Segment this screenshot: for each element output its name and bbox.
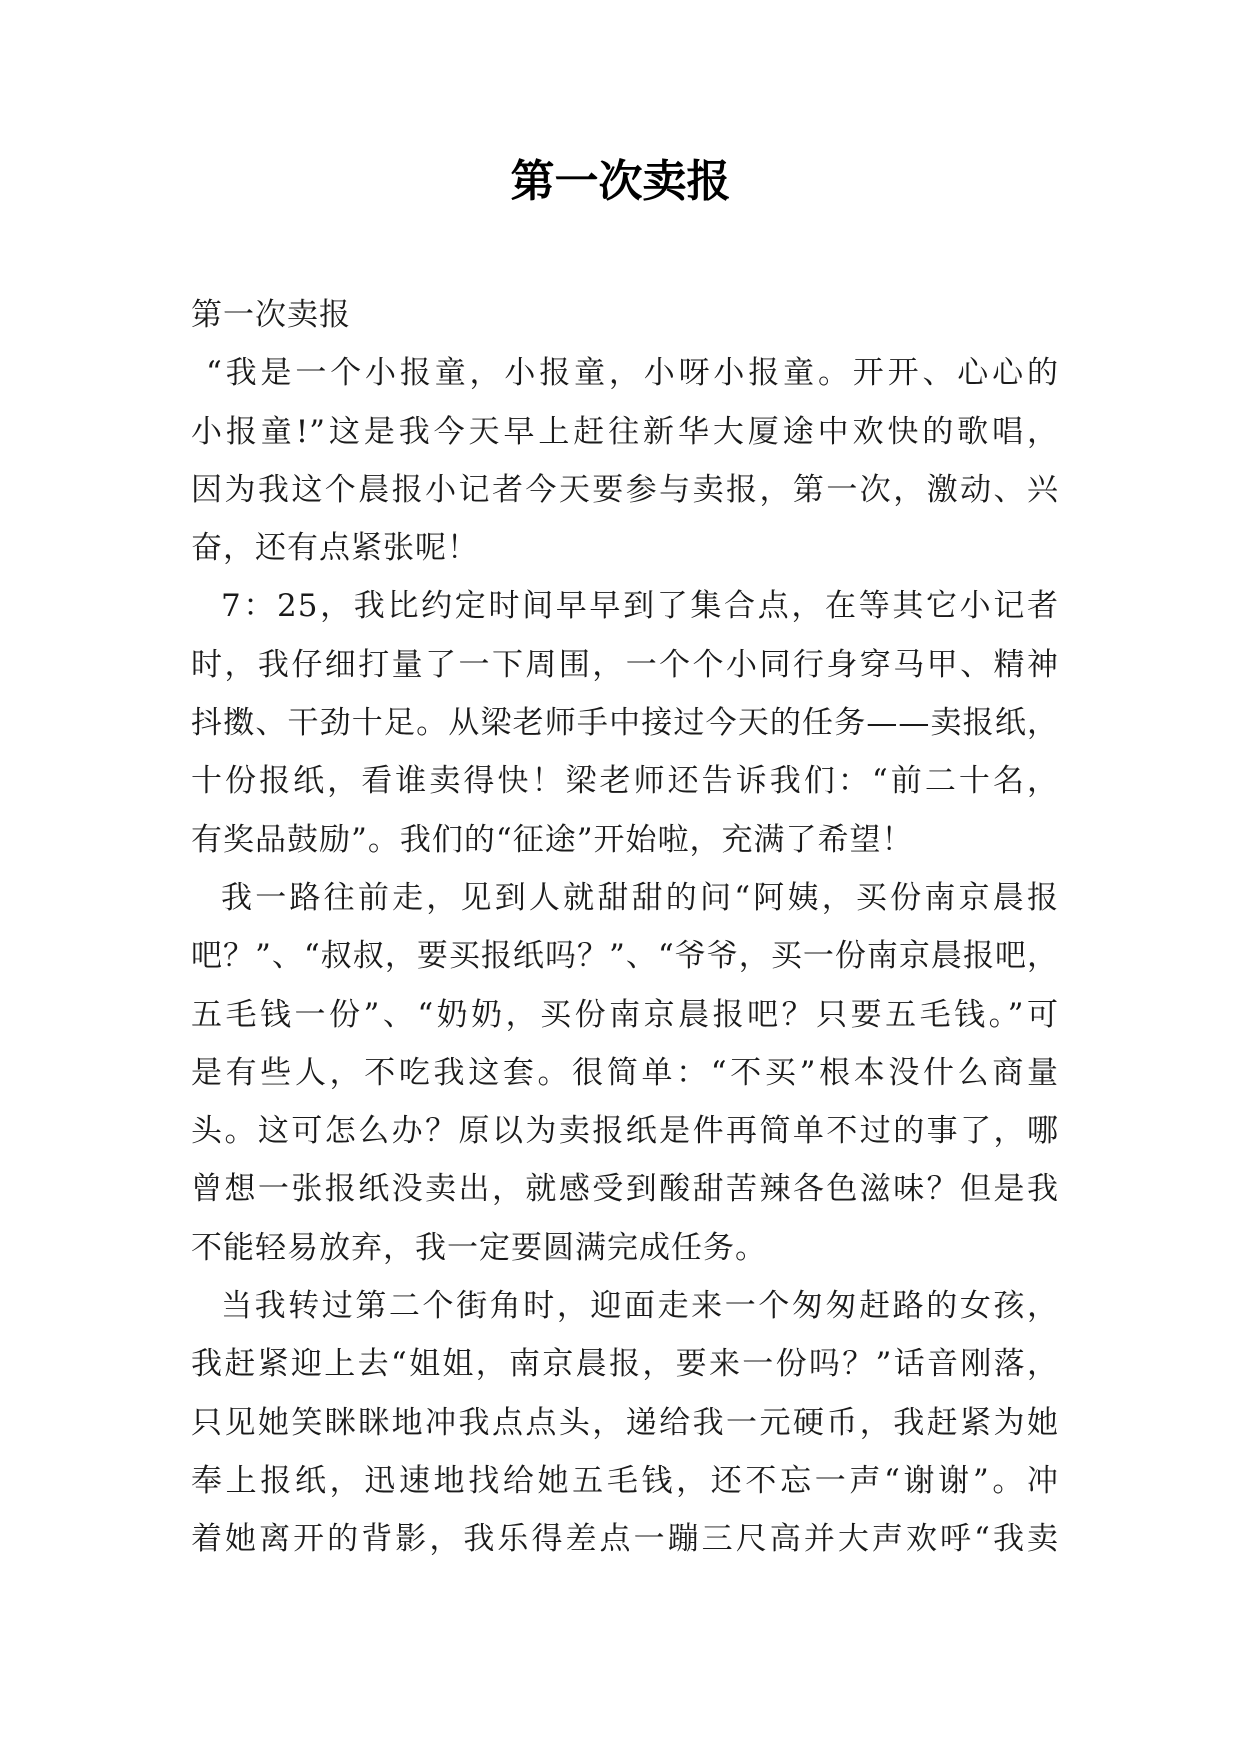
text-line: 着她离开的背影，我乐得差点一蹦三尺高并大声欢呼“我卖: [191, 1521, 1059, 1558]
text-line: 因为我这个晨报小记者今天要参与卖报，第一次，激动、兴: [191, 471, 1059, 508]
text-line: 是有些人，不吃我这套。很简单：“不买”根本没什么商量: [191, 1054, 1059, 1091]
text-line: 当我转过第二个街角时，迎面走来一个匆匆赶路的女孩，: [221, 1288, 1059, 1325]
text-line: 奋，还有点紧张呢！: [191, 530, 479, 567]
document-title: 第一次卖报: [510, 156, 731, 207]
subtitle-line: 第一次卖报: [191, 297, 351, 333]
text-line: 五毛钱一份”、“奶奶，买份南京晨报吧？只要五毛钱。”可: [191, 996, 1059, 1033]
text-line: 时，我仔细打量了一下周围，一个个小同行身穿马甲、精神: [191, 646, 1059, 683]
text-line: 奉上报纸，迅速地找给她五毛钱，还不忘一声“谢谢”。冲: [191, 1462, 1059, 1499]
text-line: 有奖品鼓励”。我们的“征途”开始啦，充满了希望！: [191, 821, 914, 858]
text-line: 吧？”、“叔叔，要买报纸吗？”、“爷爷，买一份南京晨报吧，: [191, 938, 1059, 975]
text-line: 十份报纸，看谁卖得快！梁老师还告诉我们：“前二十名，: [191, 763, 1059, 800]
text-line: 不能轻易放弃，我一定要圆满完成任务。: [191, 1229, 767, 1266]
document-body: [191, 286, 1059, 1569]
text-line: 头。这可怎么办？原以为卖报纸是件再简单不过的事了，哪: [191, 1113, 1059, 1150]
text-line: “我是一个小报童，小报童，小呀小报童。开开、心心的: [206, 355, 1059, 392]
text-line: 只见她笑眯眯地冲我点点头，递给我一元硬币，我赶紧为她: [191, 1404, 1059, 1441]
text-line: 抖擞、干劲十足。从梁老师手中接过今天的任务——卖报纸，: [191, 705, 1059, 742]
text-line: 我一路往前走，见到人就甜甜的问“阿姨，买份南京晨报: [221, 879, 1059, 916]
text-line: 我赶紧迎上去“姐姐，南京晨报，要来一份吗？”话音刚落，: [191, 1346, 1059, 1383]
text-line: 小报童!”这是我今天早上赶往新华大厦途中欢快的歌唱，: [191, 413, 1059, 450]
text-line: 曾想一张报纸没卖出，就感受到酸甜苦辣各色滋味？但是我: [191, 1171, 1059, 1208]
text-line: 7：25，我比约定时间早早到了集合点，在等其它小记者: [221, 588, 1059, 625]
